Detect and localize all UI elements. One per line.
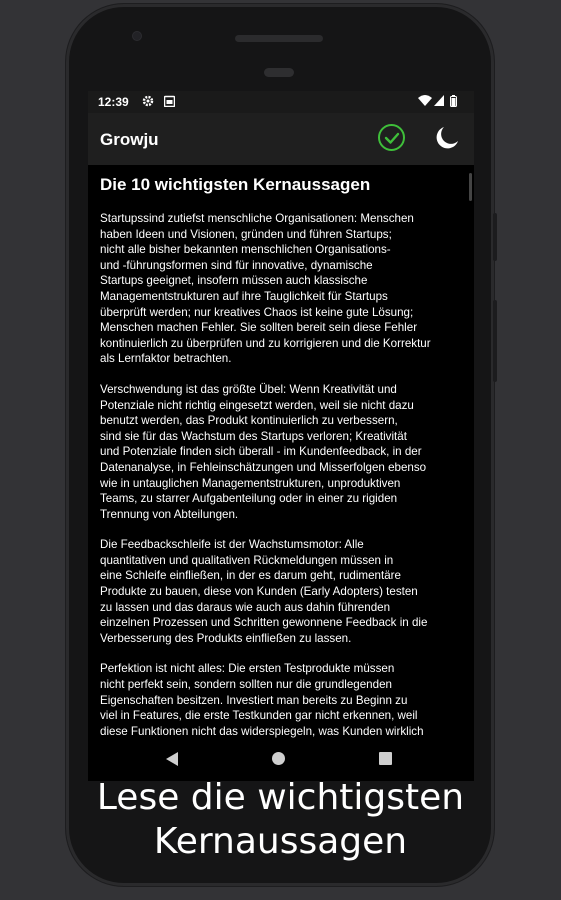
app-screen [88, 91, 474, 781]
scrollbar[interactable] [469, 173, 472, 201]
signal-icon [434, 95, 444, 109]
check-circle-icon [384, 131, 400, 145]
article-paragraph: Verschwendung ist das größte Übel: Wenn Kreativität und Potenziale nicht richtig eingesetzt werden, weil sie nicht dazu benutzt werden, das Produkt kontinuierlich zu verbessern, sind sie für das Wachstum des Startups verloren; Kreativität und Potenziale finden sich überall - im Kundenfeedback, in der Datenanalyse, in Fehleinschätzungen und Misserfolgen ebenso wie in untauglichen Managementstrukturen, unproduktiven Teams, zu starrer Aufgabenteilung oder in einer zu rigiden Trennung von Abteilungen. [100, 382, 427, 521]
power-button [493, 213, 497, 261]
earpiece-speaker [235, 35, 323, 42]
article-paragraph: Startupssind zutiefst menschliche Organisationen: Menschen haben Ideen und Visionen, gründen und führen Startups; nicht alle bisher bekannten menschlichen Organisations- und -führungsformen sind für innovative, dynamische Startups geeignet, insofern müssen auch klassische Managementstrukturen auf ihre Tauglichkeit für Startups überprüft werden; nur kreatives Chaos ist keine gute Lösung; Menschen machen Fehler. Sie sollten bereit sein diese Fehler kontinuierlich zu überprüfen und zu korrigieren und die Korrektur als Lernfaktor betrachten. [100, 212, 431, 366]
mark-read-button[interactable] [378, 124, 405, 151]
calendar-icon [164, 95, 175, 110]
proximity-sensor [264, 68, 294, 77]
gear-icon [142, 95, 154, 110]
article-content[interactable] [88, 165, 474, 739]
article-heading: Die 10 wichtigsten Kernaussagen [100, 175, 371, 194]
recents-square-icon[interactable] [379, 752, 392, 765]
promo-caption: Lese die wichtigsten Kernaussagen [96, 777, 465, 862]
system-nav-bar [88, 744, 474, 774]
volume-button [493, 300, 497, 382]
back-triangle-icon[interactable] [166, 752, 178, 766]
app-bar [88, 113, 474, 165]
night-mode-button[interactable] [432, 123, 462, 153]
app-title: Growju [100, 130, 159, 149]
front-camera [133, 32, 141, 40]
moon-icon [432, 123, 462, 153]
home-circle-icon[interactable] [272, 752, 285, 765]
status-bar [88, 91, 474, 113]
article-paragraph: Die Feedbackschleife ist der Wachstumsmotor: Alle quantitativen und qualitativen Rückmeldungen müssen in eine Schleife einfließen, in der es darum geht, rudimentäre Produkte zu bauen, diese von Kunden (Early Adopters) testen zu lassen und das daraus wie auch aus dahin führenden einzelnen Prozessen und Schritten gewonnene Feedback in die Verbesserung des Produkts einfließen zu lassen. [100, 538, 428, 645]
wifi-icon [418, 95, 432, 109]
article-paragraph: Perfektion ist nicht alles: Die ersten Testprodukte müssen nicht perfekt sein, sondern sollten nur die grundlegenden Eigenschaften besitzen. Investiert man bereits zu Beginn zu viel in Features, die erste Testkunden gar nicht erkennen, weil diese Funktionen nicht das widerspiegeln, was Kunden wirklich [100, 662, 424, 738]
status-time: 12:39 [98, 95, 129, 109]
battery-icon [450, 95, 457, 110]
